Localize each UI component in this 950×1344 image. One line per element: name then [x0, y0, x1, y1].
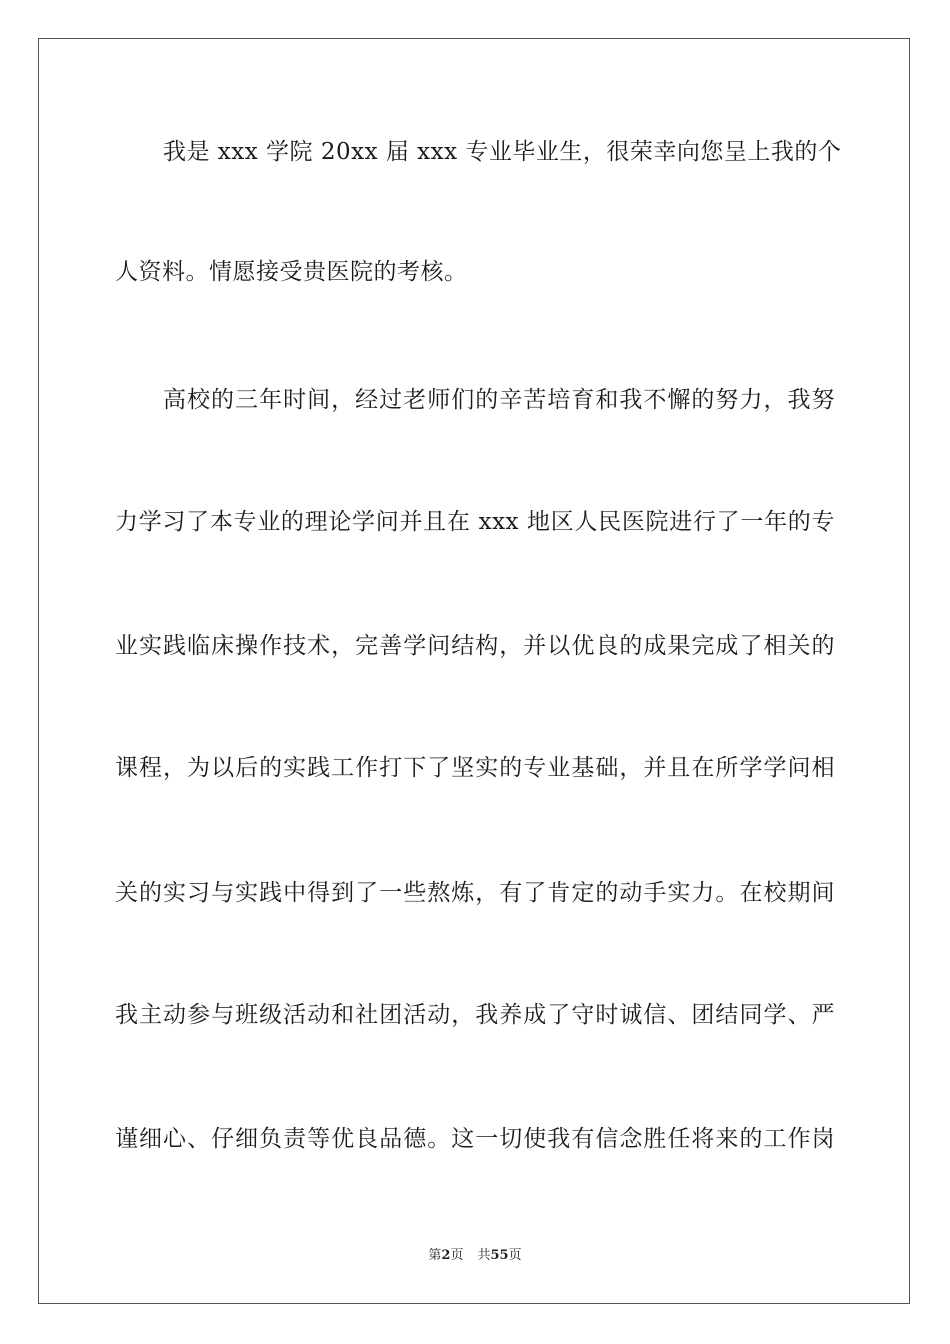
page-number: 2 [441, 1248, 451, 1263]
paragraph-2-line-2: 力学习了本专业的理论学问并且在 xxx 地区人民医院进行了一年的专 [115, 509, 835, 535]
page-suffix: 页 [450, 1248, 464, 1263]
page-border [38, 38, 910, 1304]
paragraph-1-line-2: 人资料。情愿接受贵医院的考核。 [115, 259, 468, 285]
page-prefix: 第 [428, 1248, 442, 1263]
page-footer [0, 1247, 950, 1265]
paragraph-2-line-4: 课程，为以后的实践工作打下了坚实的专业基础，并且在所学学问相 [115, 755, 835, 781]
total-suffix: 页 [508, 1248, 522, 1263]
paragraph-2-line-7: 谨细心、仔细负责等优良品德。这一切使我有信念胜任将来的工作岗 [115, 1126, 835, 1152]
total-prefix: 共 [477, 1248, 491, 1263]
paragraph-1-line-1: 我是 xxx 学院 20xx 届 xxx 专业毕业生，很荣幸向您呈上我的个 [163, 139, 842, 165]
paragraph-2-line-5: 关的实习与实践中得到了一些熬炼，有了肯定的动手实力。在校期间 [115, 880, 835, 906]
paragraph-2-line-6: 我主动参与班级活动和社团活动，我养成了守时诚信、团结同学、严 [115, 1002, 835, 1028]
paragraph-2-line-1: 高校的三年时间，经过老师们的辛苦培育和我不懈的努力，我努 [163, 387, 835, 413]
total-pages: 55 [490, 1248, 509, 1263]
paragraph-2-line-3: 业实践临床操作技术，完善学问结构，并以优良的成果完成了相关的 [115, 633, 835, 659]
